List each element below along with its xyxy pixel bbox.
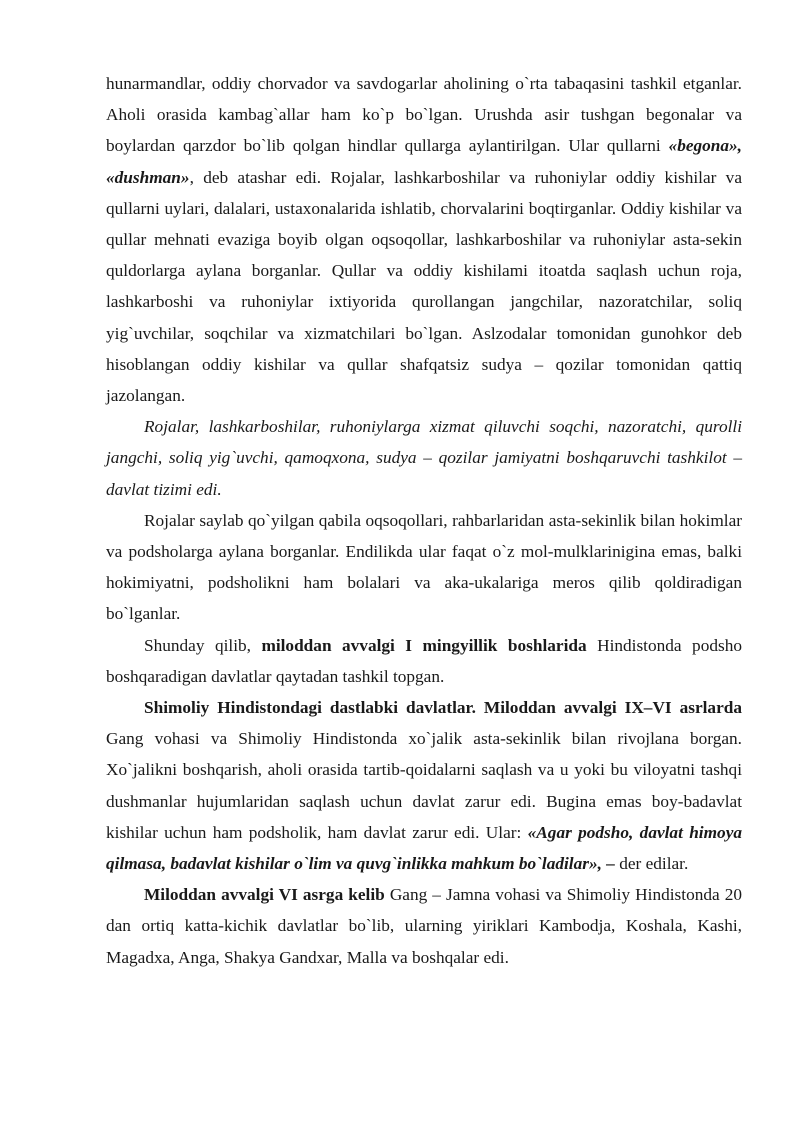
paragraph-4-bold: miloddan avvalgi I mingyillik boshlarida (261, 635, 587, 655)
paragraph-5-text-b: Gang vohasi va Shimoliy Hindistonda xo`jalik asta-sekinlik bilan rivojlana borgan. Xo`jalikni boshqarish, aholi orasida tartib-qoidalarni saqlash va u yoki bu viloyatni tashqi dushmanlar hujumlaridan saqlash uchun davlat zarur edi. Bugina emas boy-badavlat kishilar uchun ham podsholik, ham davlat zarur edi. Ular: (106, 729, 742, 842)
paragraph-6-bold: Miloddan avvalgi VI asrga kelib (144, 885, 385, 905)
paragraph-4 (106, 630, 742, 692)
paragraph-4-text-c: Hindistonda podsho boshqaradigan davlatlar qaytadan tashkil topgan. (106, 635, 742, 686)
paragraph-6 (106, 879, 742, 973)
paragraph-1 (106, 68, 742, 411)
document-body (106, 68, 742, 973)
paragraph-5-quote: «Agar podsho, davlat himoya qilmasa, badavlat kishilar o`lim va quvg`inlikka mahkum bo`ladilar», – (106, 822, 743, 874)
paragraph-1-text-c: , deb atashar edi. Rojalar, lashkarboshilar va ruhoniylar oddiy kishilar va qullarni uylari, dalalari, ustaxonalarida ishlatib, chorvalarini boqtirganlar. Oddiy kishilar va qullar mehnati evaziga boyib olgan oqsoqollar, lashkarboshilar va ruhoniylar asta-sekin quldorlarga aylana borganlar. Qullar va oddiy kishilami itoatda saqlash uchun roja, lashkarboshi va ruhoniylar ixtiyorida qurollangan jangchilar, nazoratchilar, soliq yig`uvchilar, soqchilar va xizmatchilari bo`lgan. Aslzodalar tomonidan gunohkor deb hisoblangan oddiy kishilar va qullar shafqatsiz sudya – qozilar tomonidan qattiq jazolangan. (106, 167, 742, 406)
paragraph-2 (106, 411, 742, 505)
paragraph-2-text: Rojalar, lashkarboshilar, ruhoniylarga xizmat qiluvchi soqchi, nazoratchi, qurolli jangchi, soliq yig`uvchi, qamoqxona, sudya – qozilar jamiyatni boshqaruvchi tashkilot – davlat tizimi edi. (106, 417, 742, 499)
paragraph-4-text-a: Shunday qilib, (144, 635, 262, 655)
paragraph-1-text-a: hunarmandlar, oddiy chorvador va savdogarlar aholining o`rta tabaqasini tashkil etganlar. Aholi orasida kambag`allar ham ko`p bo`lgan. Urushda asir tushgan begonalar va boylardan qarzdor bo`lib qolgan hindlar qullarga aylantirilgan. Ular qullarni (106, 74, 742, 156)
paragraph-5-text-d: der edilar. (614, 854, 689, 874)
paragraph-3 (106, 505, 742, 630)
section-heading: Shimoliy Hindistondagi dastlabki davlatlar. Miloddan avvalgi IX–VI asrlarda (144, 698, 742, 718)
paragraph-3-text: Rojalar saylab qo`yilgan qabila oqsoqollari, rahbarlaridan asta-sekinlik bilan hokimlar va podsholarga aylana borganlar. Endilikda ular faqat o`z mol-mulklarinigina emas, balki hokimiyatni, podsholikni ham bolalari va aka-ukalariga meros qilib qoldiradigan bo`lganlar. (106, 510, 742, 624)
paragraph-1-emphasis: «begona», «dushman» (106, 136, 742, 187)
paragraph-6-text-b: Gang – Jamna vohasi va Shimoliy Hindistonda 20 dan ortiq katta-kichik davlatlar bo`lib, ularning yiriklari Kambodja, Koshala, Kashi, Magadxa, Anga, Shakya Gandxar, Malla va boshqalar edi. (106, 885, 742, 967)
paragraph-5 (106, 692, 742, 879)
